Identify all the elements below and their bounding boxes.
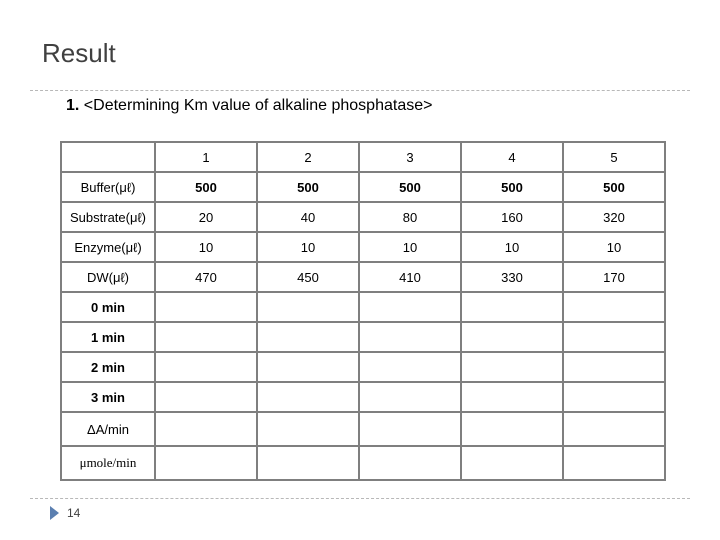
table-cell: 500 — [257, 172, 359, 202]
row-label: μmole/min — [61, 446, 155, 480]
section-heading — [66, 97, 432, 115]
table-cell: 500 — [461, 172, 563, 202]
row-label: 2 min — [61, 352, 155, 382]
table-cell — [563, 412, 665, 446]
slide-title: Result — [42, 38, 116, 68]
table-cell — [461, 412, 563, 446]
row-label: 3 min — [61, 382, 155, 412]
table-cell — [359, 446, 461, 480]
table-row — [61, 262, 665, 292]
table-cell — [563, 382, 665, 412]
table-cell: 10 — [563, 232, 665, 262]
table-row — [61, 412, 665, 446]
row-label: Buffer(μℓ) — [61, 172, 155, 202]
table-cell — [461, 322, 563, 352]
table-cell — [155, 292, 257, 322]
table-cell — [461, 446, 563, 480]
corner-cell — [61, 142, 155, 172]
table-cell — [155, 322, 257, 352]
row-label: DW(μℓ) — [61, 262, 155, 292]
row-label: 1 min — [61, 322, 155, 352]
table-cell — [563, 352, 665, 382]
table-cell: 410 — [359, 262, 461, 292]
table-cell — [359, 412, 461, 446]
header-row — [61, 142, 665, 172]
heading-text: <Determining Km value of alkaline phosphatase> — [83, 97, 433, 114]
row-label: 0 min — [61, 292, 155, 322]
table-row — [61, 322, 665, 352]
slide-footer — [50, 506, 80, 520]
table-cell: 10 — [359, 232, 461, 262]
table-cell — [257, 446, 359, 480]
column-header: 4 — [461, 142, 563, 172]
row-label: Enzyme(μℓ) — [61, 232, 155, 262]
row-label: ΔA/min — [61, 412, 155, 446]
table-row — [61, 382, 665, 412]
table-row — [61, 292, 665, 322]
table-cell: 170 — [563, 262, 665, 292]
table-row — [61, 352, 665, 382]
table-row — [61, 446, 665, 480]
row-label: Substrate(μℓ) — [61, 202, 155, 232]
table-cell: 450 — [257, 262, 359, 292]
table-cell: 160 — [461, 202, 563, 232]
table-cell — [257, 412, 359, 446]
slide-number: 14 — [67, 506, 81, 520]
table-cell: 10 — [461, 232, 563, 262]
table-cell — [461, 382, 563, 412]
table-cell — [461, 292, 563, 322]
table-cell: 500 — [359, 172, 461, 202]
table-row — [61, 172, 665, 202]
table-cell — [359, 382, 461, 412]
table-cell: 80 — [359, 202, 461, 232]
triangle-bullet-icon — [50, 506, 59, 520]
column-header: 2 — [257, 142, 359, 172]
table-cell — [359, 322, 461, 352]
km-data-table — [60, 141, 666, 481]
table-cell — [359, 352, 461, 382]
table-cell — [359, 292, 461, 322]
table-cell — [257, 292, 359, 322]
table-row — [61, 202, 665, 232]
table-cell — [155, 382, 257, 412]
table-cell: 20 — [155, 202, 257, 232]
heading-number: 1. — [66, 97, 80, 114]
table-cell — [155, 446, 257, 480]
footer-divider — [30, 498, 690, 499]
table-cell: 500 — [563, 172, 665, 202]
table-cell — [563, 446, 665, 480]
table-cell — [563, 322, 665, 352]
column-header: 3 — [359, 142, 461, 172]
table-cell — [155, 412, 257, 446]
column-header: 1 — [155, 142, 257, 172]
table-cell — [257, 382, 359, 412]
table-cell: 330 — [461, 262, 563, 292]
table-cell: 10 — [257, 232, 359, 262]
table-cell — [461, 352, 563, 382]
title-divider — [30, 90, 690, 91]
table-cell — [155, 352, 257, 382]
table-cell: 470 — [155, 262, 257, 292]
table-cell — [257, 322, 359, 352]
column-header: 5 — [563, 142, 665, 172]
table-cell: 40 — [257, 202, 359, 232]
table-row — [61, 232, 665, 262]
table-cell: 10 — [155, 232, 257, 262]
table-cell: 320 — [563, 202, 665, 232]
table-cell: 500 — [155, 172, 257, 202]
table-cell — [563, 292, 665, 322]
table-cell — [257, 352, 359, 382]
